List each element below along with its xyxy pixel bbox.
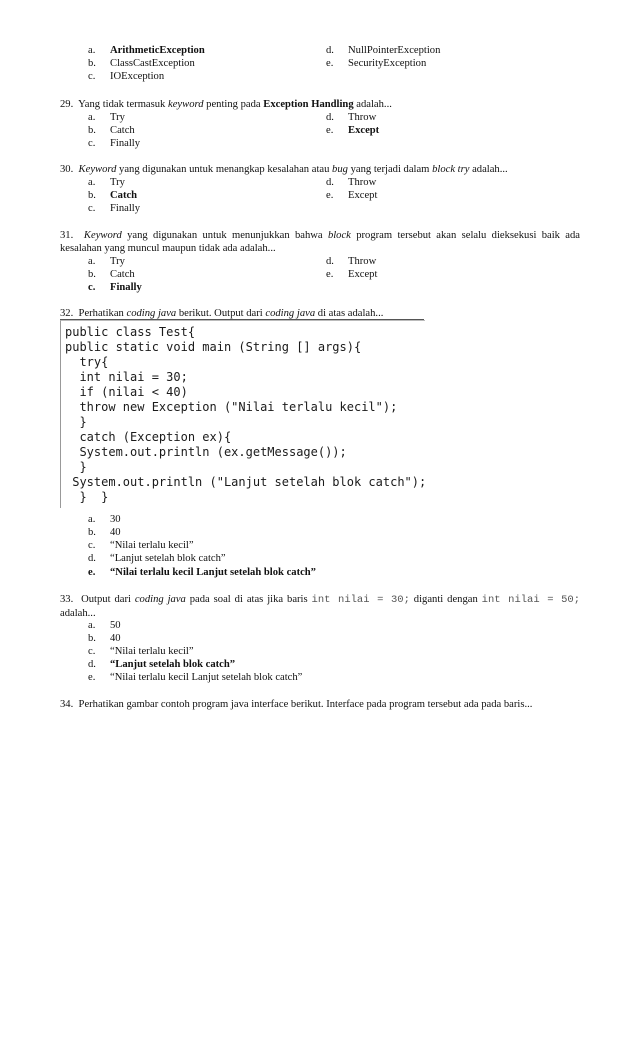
q29-option-a: a. Try: [88, 112, 125, 123]
q28-option-e: e. SecurityException: [326, 58, 427, 69]
q30-option-e: e. Except: [326, 190, 378, 201]
q30-options-row3: [0, 202, 638, 215]
q32-option-e: e. “Nilai terlalu kecil Lanjut setelah blok catch”: [88, 567, 316, 578]
q32-option-c: c. “Nilai terlalu kecil”: [88, 540, 194, 551]
q28-options-row2: [0, 57, 638, 70]
q28-options-row3: [0, 70, 638, 83]
q29-option-b: b. Catch: [88, 125, 135, 136]
code-snippet-box: [60, 320, 425, 508]
q28-option-c: c. IOException: [88, 71, 165, 82]
q32-option-b: b. 40: [88, 527, 121, 538]
q29-option-d: d. Throw: [326, 112, 377, 123]
q33-option-c: c. “Nilai terlalu kecil”: [88, 646, 194, 657]
q31-option-d: d. Throw: [326, 256, 377, 267]
q29-options-row2: [0, 124, 638, 137]
q30-question: 30. Keyword yang digunakan untuk menangkap kesalahan atau bug yang terjadi dalam block try adalah...: [60, 164, 508, 175]
q29-question: 29. Yang tidak termasuk keyword penting pada Exception Handling adalah...: [60, 99, 392, 110]
q30-option-c: c. Finally: [88, 203, 141, 214]
q31-option-e: e. Except: [326, 269, 378, 280]
q30-options-row1: [0, 176, 638, 189]
q33-option-b: b. 40: [88, 633, 121, 644]
q32-option-a: a. 30: [88, 514, 121, 525]
q28-option-a: a. ArithmeticException: [88, 45, 205, 56]
q30-options-row2: [0, 189, 638, 202]
q31-option-b: b. Catch: [88, 269, 135, 280]
q29-option-e: e. Except: [326, 125, 380, 136]
q30-option-b: b. Catch: [88, 190, 138, 201]
q31-options-row3: [0, 281, 638, 294]
q33-question: 33. Output dari coding java pada soal di atas jika baris int nilai = 30; diganti dengan int nilai = 50; adalah...: [60, 594, 581, 619]
q28-option-d: d. NullPointerException: [326, 45, 441, 56]
q28-option-b: b. ClassCastException: [88, 58, 195, 69]
q31-question: 31. Keyword yang digunakan untuk menunjukkan bahwa block program tersebut akan selalu dieksekusi baik ada kesalahan yang muncul maupun tidak ada adalah...: [60, 230, 581, 254]
q30-option-d: d. Throw: [326, 177, 377, 188]
q31-options-row2: [0, 268, 638, 281]
q29-option-c: c. Finally: [88, 138, 141, 149]
q34-question: 34. Perhatikan gambar contoh program java interface berikut. Interface pada program tersebut ada pada baris...: [60, 699, 533, 710]
q32-question: 32. Perhatikan coding java berikut. Output dari coding java di atas adalah...: [60, 308, 384, 319]
q28-options-row1: [0, 44, 638, 57]
q33-option-a: a. 50: [88, 620, 121, 631]
q32-option-d: d. “Lanjut setelah blok catch”: [88, 553, 226, 564]
q31-options-row1: [0, 255, 638, 268]
q29-options-row1: [0, 111, 638, 124]
q29-options-row3: [0, 137, 638, 150]
q33-option-e: e. “Nilai terlalu kecil Lanjut setelah blok catch”: [88, 672, 303, 683]
q30-option-a: a. Try: [88, 177, 125, 188]
q31-option-c: c. Finally: [88, 282, 142, 293]
q31-option-a: a. Try: [88, 256, 125, 267]
q33-option-d: d. “Lanjut setelah blok catch”: [88, 659, 236, 670]
code-snippet: public class Test{ public static void main (String [] args){ try{ int nilai = 30; if (nilai < 40) throw new Exception ("Nilai terlalu kecil"); } catch (Exception ex){ System.out.println (ex.getMessage()); } System.out.println ("Lanjut setelah blok catch"); } }: [65, 325, 427, 504]
